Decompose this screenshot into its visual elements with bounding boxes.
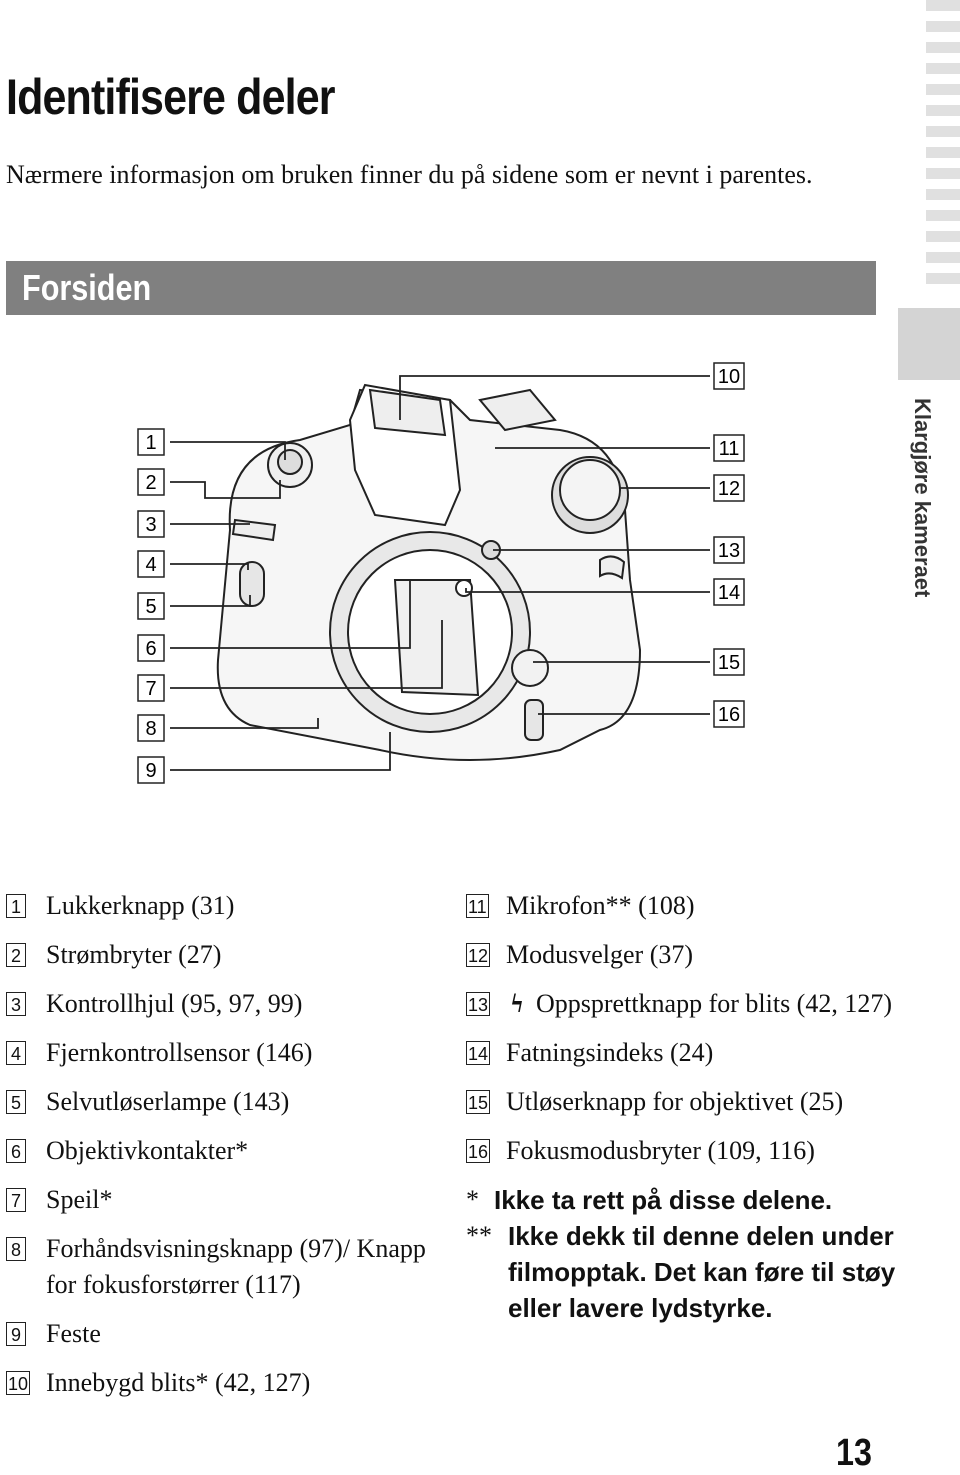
item-text: Strømbryter (27) <box>46 940 222 969</box>
item-text: Innebygd blits* (42, 127) <box>46 1368 311 1397</box>
intro-text: Nærmere informasjon om bruken finner du på sidene som er nevnt i parentes. <box>6 160 813 189</box>
callout-5 <box>138 593 164 619</box>
item-text: Mikrofon** (108) <box>506 891 695 920</box>
callout-9 <box>138 757 164 783</box>
list-item <box>6 1316 456 1352</box>
footnote-text: Ikke ta rett på disse delene. <box>494 1185 833 1215</box>
svg-text:8: 8 <box>145 718 157 740</box>
item-number: 11 <box>466 894 489 918</box>
svg-text:4: 4 <box>145 554 157 576</box>
list-item <box>6 1182 456 1218</box>
footnote-mark: ** <box>466 1221 492 1250</box>
list-item <box>466 888 906 924</box>
svg-text:6: 6 <box>145 638 157 660</box>
item-number: 5 <box>6 1090 26 1114</box>
side-tab-label: Klargjøre kameraet <box>910 398 935 598</box>
footnote-mark: * <box>466 1185 479 1214</box>
item-text: Oppsprettknapp for blits (42, 127) <box>536 989 893 1018</box>
svg-text:16: 16 <box>717 704 741 726</box>
camera-front-diagram <box>0 330 900 800</box>
svg-text:10: 10 <box>717 366 741 388</box>
list-item <box>466 986 906 1022</box>
item-number: 3 <box>6 992 26 1016</box>
callout-10 <box>714 363 744 389</box>
item-text: Feste <box>46 1319 101 1348</box>
svg-text:2: 2 <box>145 472 157 494</box>
item-text: Modusvelger (37) <box>506 940 694 969</box>
item-number: 7 <box>6 1188 26 1212</box>
footnote-double <box>466 1218 906 1326</box>
list-item <box>6 986 456 1022</box>
item-text: Fjernkontrollsensor (146) <box>46 1038 313 1067</box>
svg-text:15: 15 <box>717 652 741 674</box>
callout-4 <box>138 551 164 577</box>
parts-list-left <box>6 888 456 1414</box>
list-item <box>466 1133 906 1169</box>
section-banner <box>6 261 876 315</box>
item-number: 4 <box>6 1041 26 1065</box>
side-tab-stripes <box>926 0 960 294</box>
flash-icon: ϟ <box>511 989 523 1018</box>
svg-text:12: 12 <box>717 478 741 500</box>
item-number: 14 <box>466 1041 490 1065</box>
svg-text:14: 14 <box>717 582 741 604</box>
list-item <box>466 1084 906 1120</box>
item-number: 10 <box>6 1371 30 1395</box>
item-text: Fatningsindeks (24) <box>506 1038 714 1067</box>
item-number: 13 <box>466 992 490 1016</box>
svg-text:13: 13 <box>717 540 741 562</box>
item-number: 6 <box>6 1139 26 1163</box>
callout-11 <box>714 435 744 461</box>
svg-text:5: 5 <box>145 596 157 618</box>
parts-list-right <box>466 888 906 1326</box>
side-tab-block <box>898 308 960 380</box>
footnote-text: Ikke dekk til denne delen under filmopptak. Det kan føre til støy eller lavere lydstyrke. <box>508 1221 896 1323</box>
item-text: Forhåndsvisningsknapp (97)/ Knapp for fokusforstørrer (117) <box>46 1234 426 1299</box>
svg-text:1: 1 <box>145 432 157 454</box>
svg-text:11: 11 <box>718 438 740 460</box>
item-number: 9 <box>6 1322 26 1346</box>
item-text: Speil* <box>46 1185 113 1214</box>
item-number: 12 <box>466 943 490 967</box>
item-number: 1 <box>6 894 26 918</box>
callout-2 <box>138 469 164 495</box>
callout-14 <box>714 579 744 605</box>
page-number: 13 <box>836 1432 872 1474</box>
item-number: 8 <box>6 1237 26 1261</box>
callout-1 <box>138 429 164 455</box>
callout-3 <box>138 511 164 537</box>
list-item <box>6 1084 456 1120</box>
item-text: Fokusmodusbryter (109, 116) <box>506 1136 815 1165</box>
callout-8 <box>138 715 164 741</box>
list-item <box>6 1365 456 1401</box>
list-item <box>6 1035 456 1071</box>
list-item <box>6 888 456 924</box>
callout-16 <box>714 701 744 727</box>
item-text: Kontrollhjul (95, 97, 99) <box>46 989 303 1018</box>
item-number: 2 <box>6 943 26 967</box>
callout-6 <box>138 635 164 661</box>
list-item <box>6 1133 456 1169</box>
item-text: Utløserknapp for objektivet (25) <box>506 1087 844 1116</box>
page-title: Identifisere deler <box>6 69 335 125</box>
callout-12 <box>714 475 744 501</box>
callout-7 <box>138 675 164 701</box>
footnote-single <box>466 1182 906 1218</box>
list-item <box>6 1231 456 1303</box>
svg-text:7: 7 <box>145 678 157 700</box>
item-text: Lukkerknapp (31) <box>46 891 235 920</box>
list-item <box>6 937 456 973</box>
svg-text:9: 9 <box>145 760 157 782</box>
list-item <box>466 1035 906 1071</box>
item-text: Objektivkontakter* <box>46 1136 249 1165</box>
item-number: 16 <box>466 1139 490 1163</box>
callout-15 <box>714 649 744 675</box>
svg-text:3: 3 <box>145 514 157 536</box>
item-text: Selvutløserlampe (143) <box>46 1087 290 1116</box>
callout-13 <box>714 537 744 563</box>
list-item <box>466 937 906 973</box>
section-title: Forsiden <box>22 267 152 308</box>
item-number: 15 <box>466 1090 490 1114</box>
